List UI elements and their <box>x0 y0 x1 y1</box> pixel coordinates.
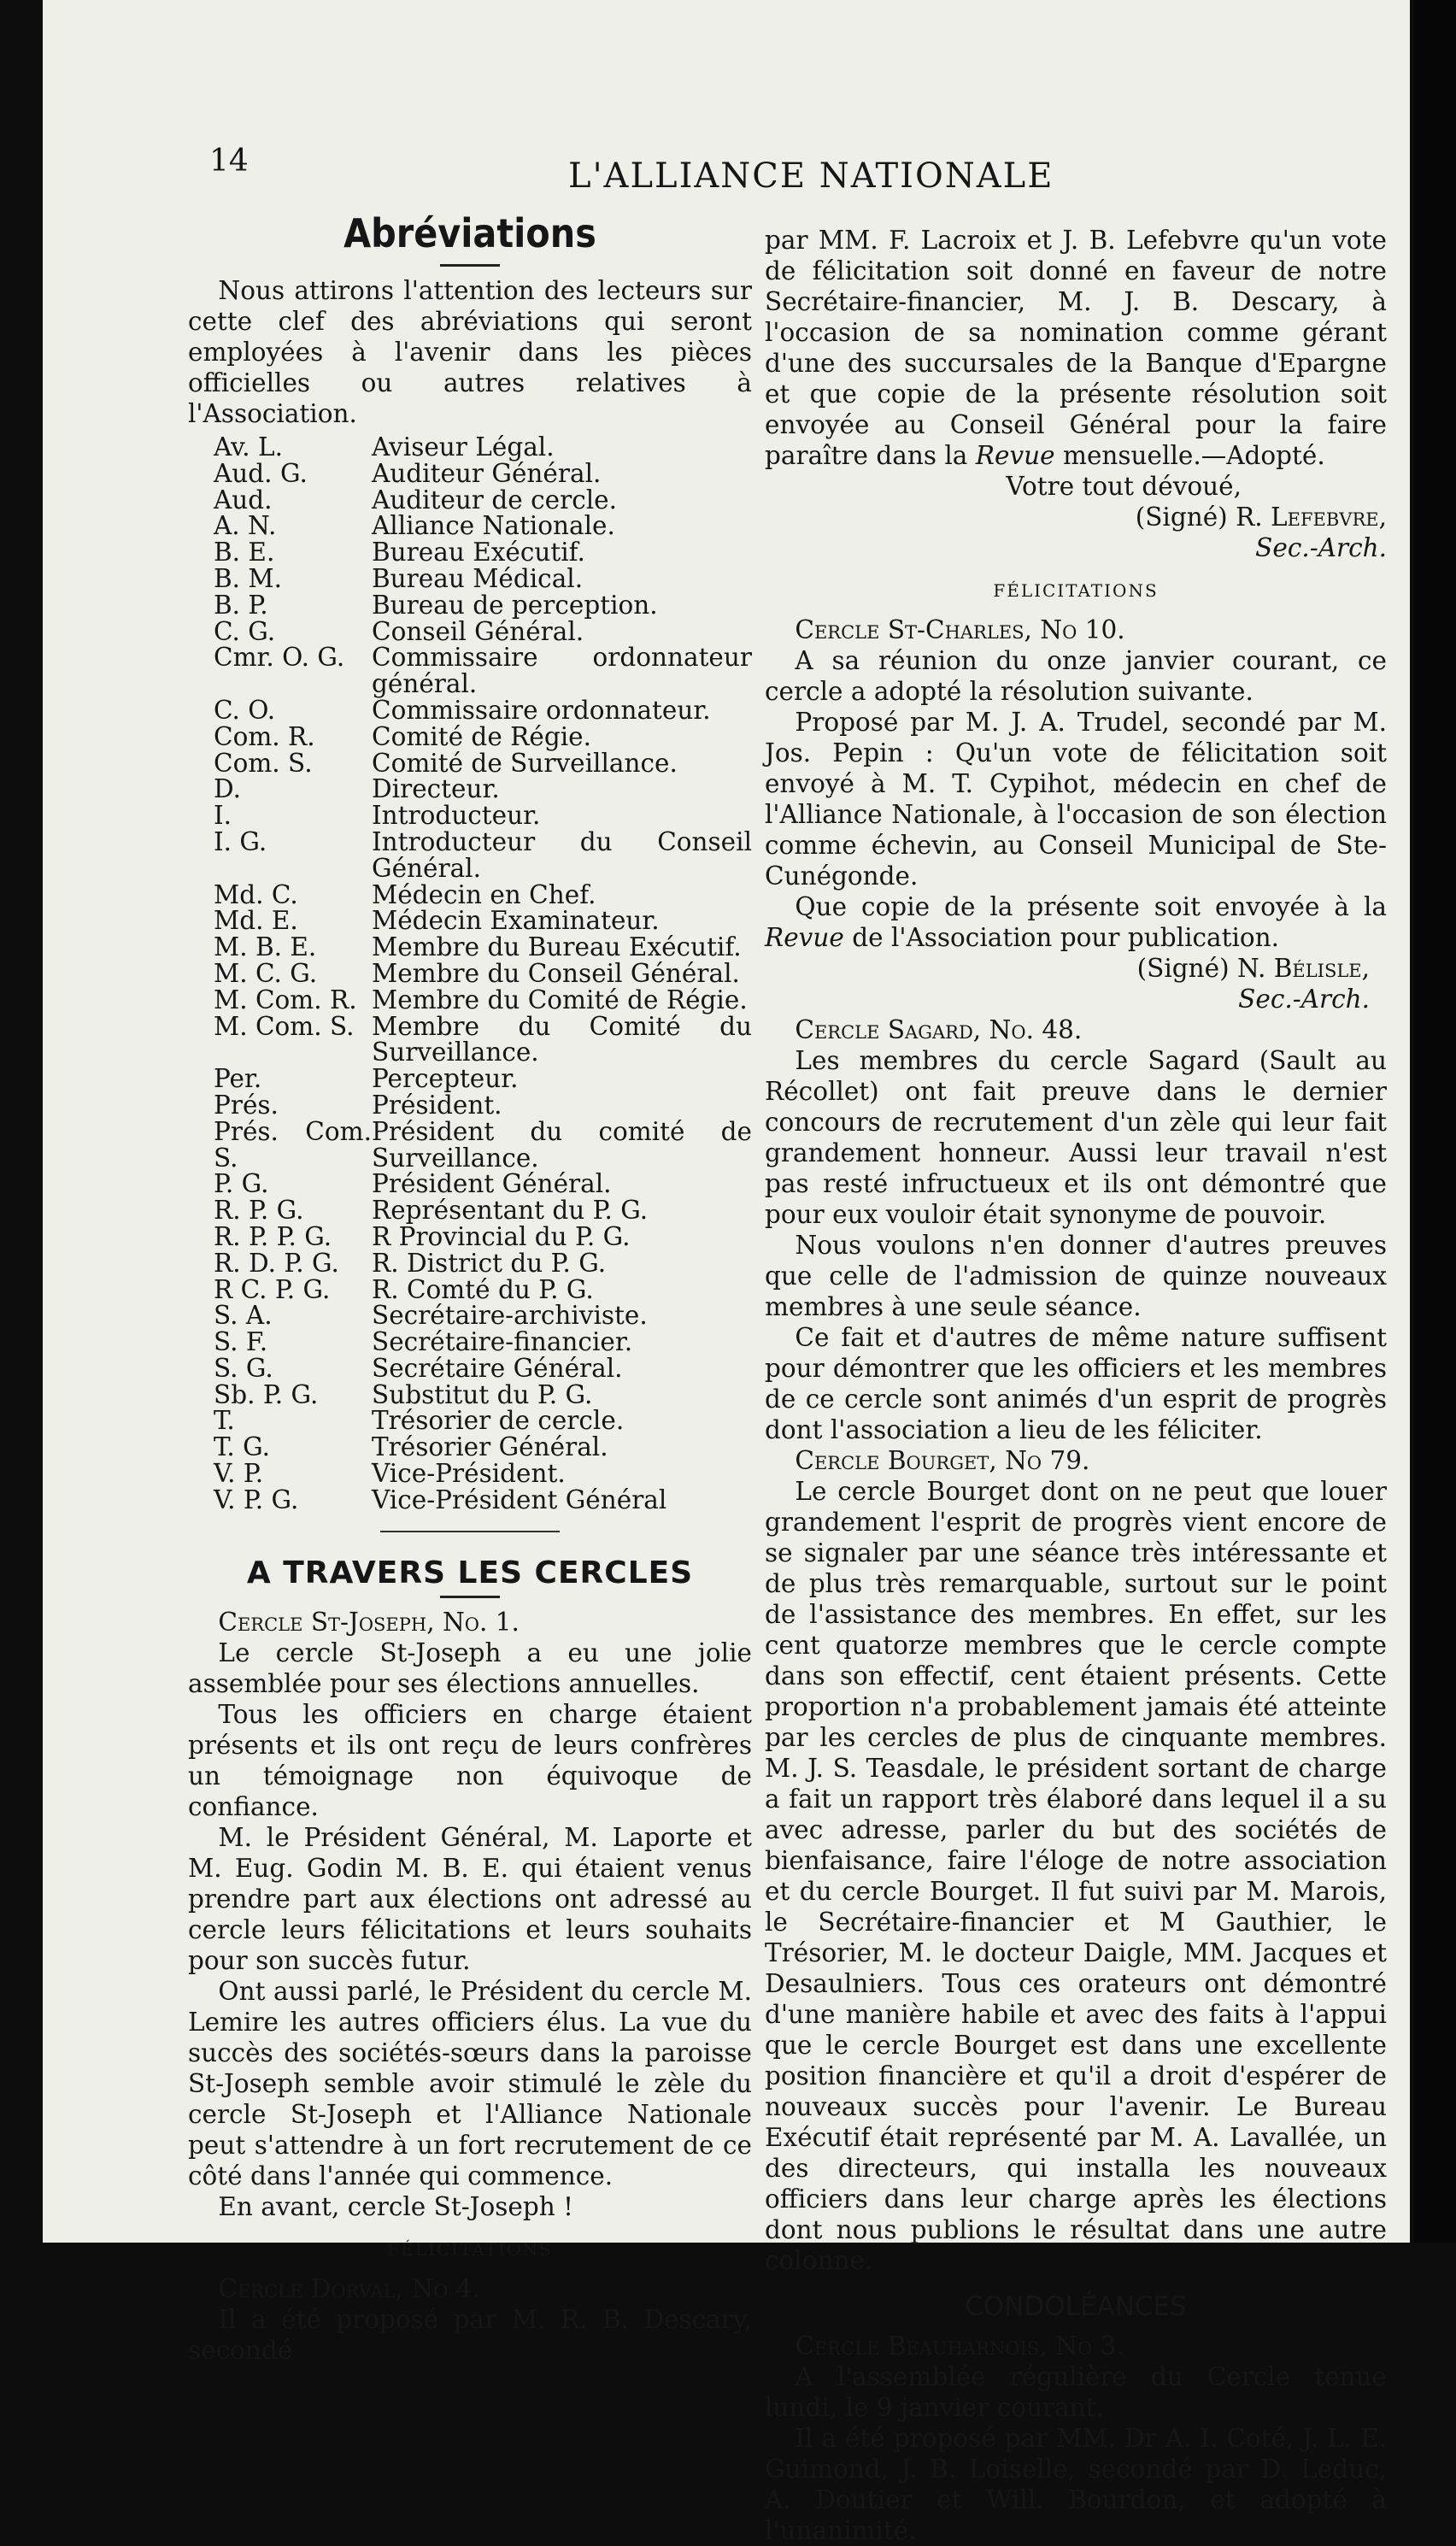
abbreviation-row <box>188 1461 752 1487</box>
abbreviation: M. Com. S. <box>214 1011 355 1041</box>
abbreviation: S. G. <box>214 1353 273 1383</box>
st-joseph-paragraph: Le cercle St-Joseph a eu une jolie assemblée pour ses élections annuelles. <box>188 1638 752 1698</box>
abbreviation-row <box>188 513 752 539</box>
st-joseph-paragraph: Ont aussi parlé, le Président du cercle M. Lemire les autres officiers élus. La vue du succès des sociétés-sœurs dans la paroisse St-Joseph semble avoir stimulé le zèle du cercle St-Joseph et l'Alliance Nationale peut s'attendre à un fort recrutement de ce côté dans l'année qui commence. <box>188 1976 752 2190</box>
abbreviation: M. C. G. <box>214 958 318 988</box>
abbreviation-row <box>188 958 752 988</box>
abbreviation: T. <box>214 1406 235 1436</box>
abbreviation: B. P. <box>214 590 268 620</box>
abbreviation-meaning: Secrétaire Général. <box>372 1353 623 1383</box>
abbreviation-meaning: Bureau Médical. <box>372 563 584 593</box>
abbreviation-meaning: Auditeur Général. <box>372 458 602 488</box>
st-joseph-heading: Cercle St-Joseph, No. 1. <box>218 1607 520 1637</box>
abbreviation: Aud. <box>214 485 273 514</box>
abbreviation-row <box>188 1116 752 1173</box>
abbreviation-meaning: Vice-Président. <box>372 1459 566 1489</box>
abbreviation-meaning: Comité de Régie. <box>372 721 591 751</box>
abbreviation: Prés. <box>214 1090 279 1120</box>
sagard-paragraph: Les membres du cercle Sagard (Sault au Récollet) ont fait preuve dans le dernier concours de recrutement d'un zèle qui leur fait grandement honneur. Aussi leur travail n'est pas resté infructueux et ils ont démontré que pour eux vouloir était synonyme de pouvoir. <box>765 1046 1387 1229</box>
abbreviation-row <box>188 1197 752 1224</box>
abbreviation-meaning: Président du comité de Surveillance. <box>372 1116 752 1173</box>
abbreviation-row <box>188 592 752 619</box>
abbreviation-row <box>188 987 752 1014</box>
dorval-heading: Cercle Dorval, No 4. <box>218 2273 480 2303</box>
abbreviation: Com. S. <box>214 748 313 778</box>
sagard-heading: Cercle Sagard, No. 48. <box>795 1015 1083 1044</box>
abreviations-title: Abréviations <box>343 210 596 256</box>
left-column <box>188 209 752 2366</box>
bourget-heading: Cercle Bourget, No 79. <box>795 1446 1090 1475</box>
abbreviation: C. G. <box>214 616 276 646</box>
abbreviation-row <box>188 1379 752 1409</box>
condoleances-title: CONDOLÉANCES <box>965 2291 1187 2322</box>
abbreviation-meaning: Aviseur Légal. <box>372 432 555 462</box>
sagard-paragraph: Nous voulons n'en donner d'autres preuves que celle de l'admission de quinze nouveaux membres à une seule séance. <box>765 1231 1387 1321</box>
section-divider <box>380 1531 560 1532</box>
abbreviation: R C. P. G. <box>214 1274 331 1304</box>
signature-title: Sec.-Arch. <box>1238 985 1370 1014</box>
abbreviation: C. O. <box>214 695 276 725</box>
abbreviation: Prés. Com. S. <box>214 1116 372 1173</box>
abbreviation-list <box>188 434 752 1514</box>
abbreviation-meaning: Bureau Exécutif. <box>372 538 585 567</box>
abbreviation-row <box>188 1011 752 1067</box>
abbreviation: R. P. P. G. <box>214 1221 332 1251</box>
abbreviation: B. E. <box>214 538 275 567</box>
abbreviation: Md. E. <box>214 906 298 936</box>
abbreviation: Av. L. <box>214 432 283 462</box>
abbreviation-meaning: Bureau de perception. <box>372 590 658 620</box>
abbreviation-row <box>188 1171 752 1197</box>
signature-title: Sec.-Arch. <box>1255 533 1387 562</box>
abbreviation-row <box>188 616 752 646</box>
running-title: L'ALLIANCE NATIONALE <box>568 156 1054 196</box>
abbreviation: M. Com. R. <box>214 985 357 1014</box>
abbreviation-meaning: Conseil Général. <box>372 616 584 646</box>
st-charles-heading: Cercle St-Charles, No 10. <box>795 615 1125 644</box>
abbreviation: A. N. <box>214 511 277 541</box>
abbreviation: I. G. <box>214 826 267 856</box>
travers-title: A TRAVERS LES CERCLES <box>246 1555 694 1591</box>
abbreviation-meaning: Membre du Bureau Exécutif. <box>372 932 742 962</box>
abbreviation-row <box>188 1066 752 1092</box>
closing-line: Votre tout dévoué, <box>1006 472 1242 501</box>
abbreviation-row <box>188 563 752 593</box>
abbreviation-meaning: Introducteur du Conseil Général. <box>372 826 752 883</box>
dorval-text-start: Il a été proposé par M. R. B. Descary, secondé <box>188 2304 752 2365</box>
abbreviation: T. G. <box>214 1432 270 1462</box>
abbreviation: V. P. <box>214 1459 264 1489</box>
abbreviation-meaning: Substitut du P. G. <box>372 1379 593 1409</box>
abbreviation-meaning: Commissaire ordonnateur général. <box>372 643 752 699</box>
abbreviation-meaning: Commissaire ordonnateur. <box>372 695 711 725</box>
abbreviation-meaning: Secrétaire-financier. <box>372 1327 633 1357</box>
abbreviation-meaning: Comité de Surveillance. <box>372 748 678 778</box>
bourget-paragraph: Le cercle Bourget dont on ne peut que louer grandement l'esprit de progrès vient encore de se signaler par une séance très intéressante et de plus très remarquable, surtout sur le point de l'assistance des membres. En effet, sur les cent quatorze membres que le cercle compte dans son effectif, cent étaient présents. Cette proportion n'a probablement jamais été atteinte par les cercles de plus de cinquante membres. M. J. S. Teasdale, le président sortant de charge a fait un rapport très élaboré dans lequel il a su avec adresse, parler du but des sociétés de bienfaisance, faire l'éloge de notre association et du cercle Bourget. Il fut suivi par M. Marois, le Secrétaire-financier et M Gauthier, le Trésorier, M. le docteur Daigle, MM. Jacques et Desaulniers. Tous ces orateurs ont démontré d'une manière habile et avec des faits à l'appui que le cercle Bourget est dans une excellente position financière et qu'il a droit d'espérer de nouveaux succès pour l'avenir. Le Bureau Exécutif était représenté par M. A. Lavallée, un des directeurs, qui installa les nouveaux officiers dans leur charge après les élections dont nous publions le résultat dans une autre colonne. <box>765 1477 1387 2275</box>
abbreviation: Sb. P. G. <box>214 1379 319 1409</box>
abbreviation-row <box>188 1250 752 1277</box>
st-charles-paragraph: A sa réunion du onze janvier courant, ce cercle a adopté la résolution suivante. <box>765 646 1387 706</box>
scan-edge <box>1414 0 1456 2243</box>
page <box>43 0 1410 2545</box>
abbreviation-row <box>188 1487 752 1514</box>
abbreviation-row <box>188 697 752 724</box>
abbreviation-row <box>188 750 752 777</box>
abbreviation-row <box>188 721 752 751</box>
abbreviation-meaning: Membre du Comité du Surveillance. <box>372 1011 752 1067</box>
abbreviation-row <box>188 539 752 566</box>
abbreviation-meaning: Représentant du P. G. <box>372 1196 649 1226</box>
abbreviation-meaning: Trésorier Général. <box>372 1432 608 1462</box>
abbreviation: P. G. <box>214 1169 269 1199</box>
abbreviation-row <box>188 879 752 909</box>
abbreviation-row <box>188 1092 752 1119</box>
abbreviation-row <box>188 644 752 697</box>
abbreviation-meaning: Président. <box>372 1090 502 1120</box>
felicitations-label: FÉLICITATIONS <box>387 2238 553 2260</box>
abbreviation-meaning: R. Comté du P. G. <box>372 1274 594 1304</box>
abbreviation-meaning: Vice-Président Général <box>372 1485 667 1514</box>
abbreviation-row <box>188 908 752 934</box>
signature-line: (Signé) N. Bélisle, <box>1136 954 1370 983</box>
abbreviation-meaning: Alliance Nationale. <box>372 511 615 541</box>
abbreviation: D. <box>214 774 241 804</box>
right-column <box>765 225 1387 2546</box>
abbreviation-row <box>188 826 752 883</box>
abbreviation: S. F. <box>214 1327 268 1357</box>
abbreviation-row <box>188 803 752 829</box>
st-charles-paragraph: Que copie de la présente soit envoyée à la Revue de l'Association pour publication. <box>765 892 1387 952</box>
revue-title: Revue <box>975 441 1055 470</box>
abbreviation: R. P. G. <box>214 1196 304 1226</box>
abbreviation: M. B. E. <box>214 932 317 962</box>
abbreviation: Aud. G. <box>214 458 308 488</box>
felicitations-label: FÉLICITATIONS <box>993 580 1159 601</box>
st-joseph-paragraph: M. le Président Général, M. Laporte et M. Eug. Godin M. B. E. qui étaient venus prendre part aux élections ont adressé au cercle leurs félicitations et leurs souhaits pour son succès futur. <box>188 1822 752 1975</box>
abbreviation-row <box>188 934 752 961</box>
abbreviation-meaning: Membre du Conseil Général. <box>372 958 740 988</box>
abbreviation-meaning: Percepteur. <box>372 1064 519 1094</box>
abbreviation-meaning: Président Général. <box>372 1169 612 1199</box>
abbreviation-meaning: Membre du Comité de Régie. <box>372 985 748 1014</box>
abbreviation-meaning: R. District du P. G. <box>372 1248 607 1278</box>
signature-line: (Signé) R. Lefebvre, <box>1135 503 1387 532</box>
page-number: 14 <box>209 144 249 179</box>
abbreviation-row <box>188 1221 752 1251</box>
abbreviation-meaning: Auditeur de cercle. <box>372 485 618 514</box>
abbreviation-meaning: Directeur. <box>372 774 500 804</box>
st-joseph-paragraph: Tous les officiers en charge étaient présents et ils ont reçu de leurs confrères un témoignage non équivoque de confiance. <box>188 1699 752 1821</box>
abbreviation: Md. C. <box>214 879 298 909</box>
abbreviation: R. D. P. G. <box>214 1248 339 1278</box>
abbreviation-meaning: R Provincial du P. G. <box>372 1221 631 1251</box>
abbreviation: I. <box>214 801 232 831</box>
abbreviation-row <box>188 1302 752 1329</box>
divider <box>440 264 500 267</box>
divider <box>440 1596 500 1598</box>
dorval-text-continued: par MM. F. Lacroix et J. B. Lefebvre qu'un vote de félicitation soit donné en faveur de notre Secrétaire-financier, M. J. B. Descary, à l'occasion de sa nomination comme gérant d'une des succursales de la Banque d'Epargne et que copie de la présente résolution soit envoyée au Conseil Général pour la faire paraître dans la Revue mensuelle.—Adopté. <box>765 226 1387 470</box>
abbreviation-meaning: Trésorier de cercle. <box>372 1406 625 1436</box>
abreviations-intro: Nous attirons l'attention des lecteurs sur cette clef des abréviations qui seront employées à l'avenir dans les pièces officielles ou autres relatives à l'Association. <box>188 276 752 428</box>
abbreviation-meaning: Médecin Examinateur. <box>372 906 660 936</box>
abbreviation-meaning: Secrétaire-archiviste. <box>372 1301 648 1331</box>
abbreviation-row <box>188 1408 752 1434</box>
abbreviation-row <box>188 434 752 461</box>
abbreviation: S. A. <box>214 1301 273 1331</box>
abbreviation-row <box>188 487 752 514</box>
abbreviation-meaning: Introducteur. <box>372 801 541 831</box>
st-joseph-paragraph: En avant, cercle St-Joseph ! <box>218 2191 573 2221</box>
st-charles-paragraph: Proposé par M. J. A. Trudel, secondé par M. Jos. Pepin : Qu'un vote de félicitation soit envoyé à M. T. Cypihot, médecin en chef de l'Alliance Nationale, à l'occasion de son élection comme échevin, au Conseil Municipal de Ste-Cunégonde. <box>765 708 1387 891</box>
abbreviation: V. P. G. <box>214 1485 299 1514</box>
beauharnois-paragraph: Il a été proposé par MM. Dr A. I. Coté, J. L. E. Guimond, J. B. Loiselle, secondé par D. Leduc, A. Doutier et Will. Bourdon, et adopté à l'unanimité. <box>765 2424 1387 2545</box>
revue-title: Revue <box>765 923 844 952</box>
abbreviation-meaning: Médecin en Chef. <box>372 879 596 909</box>
beauharnois-heading: Cercle Beauharnois, No 3. <box>795 2331 1124 2361</box>
abbreviation: B. M. <box>214 563 283 593</box>
abbreviation: Com. R. <box>214 721 315 751</box>
abbreviation: Cmr. O. G. <box>214 643 345 673</box>
abbreviation-row <box>188 776 752 803</box>
sagard-paragraph: Ce fait et d'autres de même nature suffisent pour démontrer que les officiers et les membres de ce cercle sont animés d'un esprit de progrès dont l'association a lieu de les féliciter. <box>765 1323 1387 1444</box>
beauharnois-paragraph: A l'assemblée régulière du Cercle tenue lundi, le 9 janvier courant. <box>765 2362 1387 2422</box>
abbreviation-row <box>188 1355 752 1382</box>
abbreviation-row <box>188 458 752 488</box>
abbreviation-row <box>188 1274 752 1304</box>
abbreviation-row <box>188 1329 752 1355</box>
abbreviation: Per. <box>214 1064 262 1094</box>
abbreviation-row <box>188 1434 752 1461</box>
